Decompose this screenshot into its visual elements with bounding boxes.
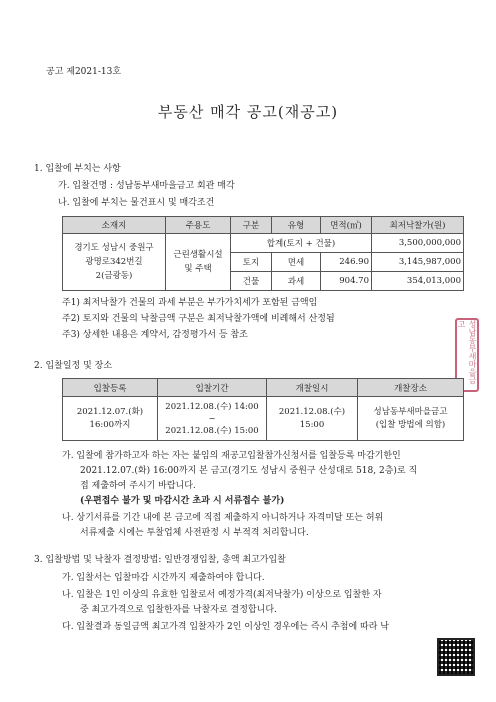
qr-code-icon — [437, 638, 475, 676]
th-opening: 개찰일시 — [267, 379, 358, 397]
cell-place: 성남동부새마을금고 (입찰 방법에 의함) — [358, 397, 464, 441]
schedule-table — [62, 378, 464, 441]
s3-line-1: 가. 입찰서는 입찰마감 시간까지 제출하여야 합니다. — [62, 573, 265, 583]
th-price: 최저낙찰가(원) — [372, 217, 464, 234]
s2-ga-line1: 가. 입찰에 참가하고자 하는 자는 붙임의 재공고입찰참가신청서를 입찰등록 마감기한인 — [62, 451, 401, 461]
s2-ga-line2: 2021.12.07.(화) 16:00까지 본 금고(경기도 성남시 중원구 산성대로 518, 2층)로 직 — [80, 466, 418, 476]
s2-ga-line4: (우편접수 불가 및 마감시간 초과 시 서류접수 불가) — [80, 496, 285, 506]
th-period: 입찰기간 — [158, 379, 267, 397]
section3-heading: 3. 입찰방법 및 낙찰자 결정방법: 일반경쟁입찰, 총액 최고가입찰 — [34, 555, 286, 565]
section1-heading: 1. 입찰에 부치는 사항 — [34, 164, 121, 174]
th-registration: 입찰등록 — [63, 379, 158, 397]
seal-stamp: 성남동부새마을금고 — [455, 318, 479, 392]
cell-land-area: 246.90 — [321, 253, 372, 272]
cell-land-price: 3,145,987,000 — [372, 253, 464, 272]
cell-location: 경기도 성남시 중원구 광명로342번길 2(금광동) — [63, 234, 166, 291]
note-3: 주3) 상세한 내용은 계약서, 감정평가서 등 참조 — [62, 330, 248, 340]
s3-line-2: 나. 입찰은 1인 이상의 유효한 입찰로서 예정가격(최저낙찰가) 이상으로 입찰한 자 — [62, 590, 382, 600]
th-location: 소재지 — [63, 217, 166, 234]
s3-line-4: 다. 입찰결과 동일금액 최고가격 입찰자가 2인 이상인 경우에는 즉시 추첨에 따라 낙 — [62, 622, 389, 632]
cell-opening: 2021.12.08.(수) 15:00 — [267, 397, 358, 441]
s3-line-3: 중 최고가격으로 입찰한자를 낙찰자로 결정합니다. — [80, 605, 277, 615]
section2-heading: 2. 입찰일정 및 장소 — [34, 361, 113, 371]
property-table — [62, 216, 464, 291]
cell-total-price: 3,500,000,000 — [372, 234, 464, 253]
th-category: 구분 — [231, 217, 272, 234]
cell-building-area: 904.70 — [321, 272, 372, 291]
th-type: 유형 — [272, 217, 321, 234]
page-title: 부동산 매각 공고(재공고) — [157, 103, 339, 121]
note-1: 주1) 최저낙찰가 건물의 과세 부분은 부가가치세가 포함된 금액임 — [62, 298, 318, 308]
cell-total-label: 합계(토지 + 건물) — [231, 234, 372, 253]
s2-ga-line3: 접 제출하여 주시기 바랍니다. — [80, 481, 196, 491]
notice-number: 공고 제2021-13호 — [46, 67, 122, 77]
th-place: 개찰장소 — [358, 379, 464, 397]
cell-building-kind: 과세 — [272, 272, 321, 291]
cell-registration: 2021.12.07.(화) 16:00까지 — [63, 397, 158, 441]
cell-period: 2021.12.08.(수) 14:00 ~ 2021.12.08.(수) 15:00 — [158, 397, 267, 441]
cell-building-price: 354,013,000 — [372, 272, 464, 291]
section1-item-ga: 가. 입찰건명 : 성남동부새마을금고 회관 매각 — [58, 181, 235, 191]
cell-building-type: 건물 — [231, 272, 272, 291]
cell-land-type: 토지 — [231, 253, 272, 272]
note-2: 주2) 토지와 건물의 낙찰금액 구분은 최저낙찰가액에 비례해서 산정됨 — [62, 314, 335, 324]
th-use: 주용도 — [166, 217, 231, 234]
cell-land-kind: 면세 — [272, 253, 321, 272]
section1-item-na: 나. 입찰에 부치는 물건표시 및 매각조건 — [58, 198, 215, 208]
s2-na-line2: 서류제출 시에는 투찰업체 사전판정 시 부적격 처리합니다. — [80, 528, 309, 538]
cell-use: 근린생활시설 및 주택 — [166, 234, 231, 291]
th-area: 면적(㎡) — [321, 217, 372, 234]
s2-na-line1: 나. 상기서류를 기간 내에 본 금고에 직접 제출하지 아니하거나 자격미달 또는 허위 — [62, 513, 384, 523]
